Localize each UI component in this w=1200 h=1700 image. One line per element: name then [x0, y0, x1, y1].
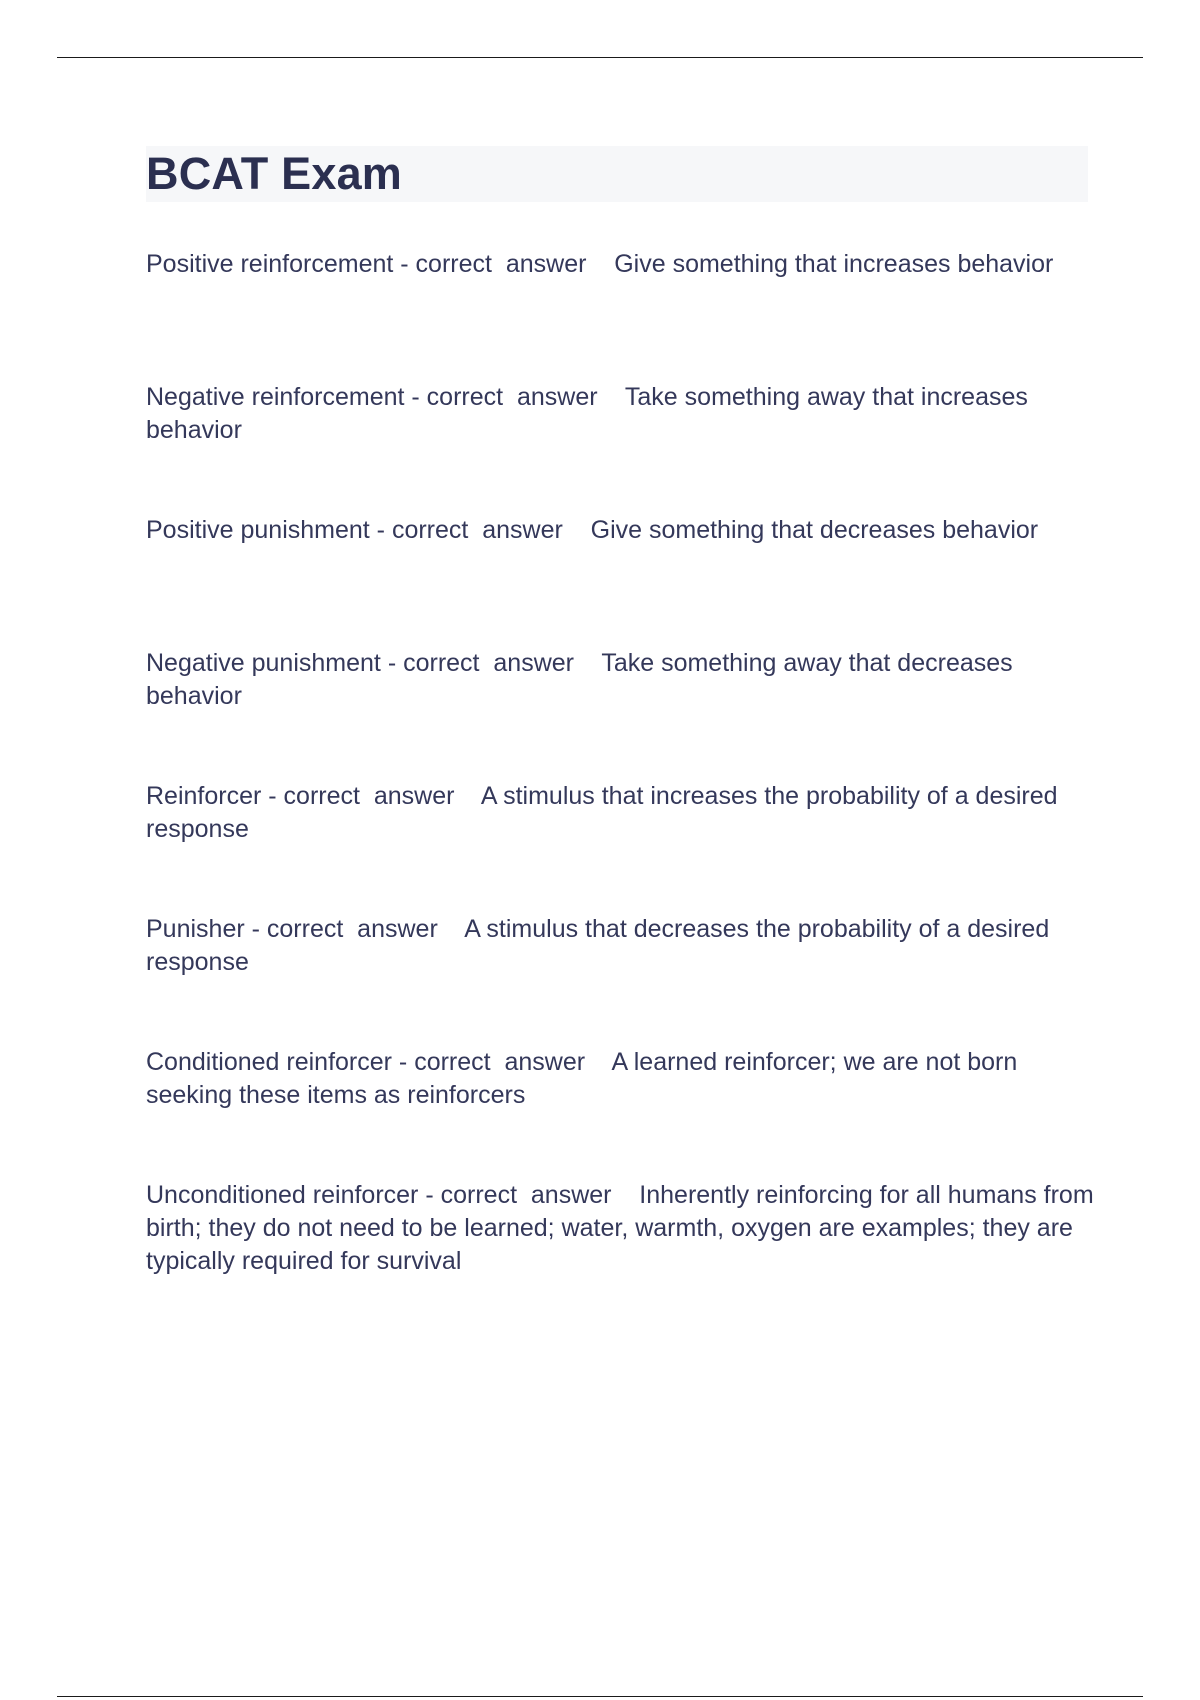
entry-term: Positive punishment: [146, 516, 370, 544]
entry-definition: Take something away that decreases behavior: [146, 649, 1013, 710]
flashcard-entry: [146, 647, 1096, 780]
entry-definition: Give something that increases behavior: [614, 250, 1054, 278]
entry-definition: A stimulus that increases the probability of a desired response: [146, 782, 1058, 843]
entry-term: Punisher: [146, 915, 245, 943]
entry-term: Reinforcer: [146, 782, 262, 810]
entry-term: Negative punishment: [146, 649, 381, 677]
entry-term: Unconditioned reinforcer: [146, 1181, 419, 1209]
entry-definition: Inherently reinforcing for all humans from birth; they do not need to be learned; water, warmth, oxygen are examples; they are typically required for survival: [146, 1181, 1094, 1275]
page-title: BCAT Exam: [146, 148, 403, 199]
entry-answer-label: - correct answer: [369, 516, 591, 544]
flashcard-entry: [146, 248, 1096, 381]
entry-answer-label: - correct answer: [244, 915, 465, 943]
entry-answer-label: - correct answer: [391, 1048, 612, 1076]
flashcard-entry: [146, 780, 1096, 913]
entry-term: Conditioned reinforcer: [146, 1048, 392, 1076]
entry-definition: A learned reinforcer; we are not born seeking these items as reinforcers: [146, 1048, 1018, 1109]
entry-answer-label: - correct answer: [393, 250, 615, 278]
entry-definition: A stimulus that decreases the probability of a desired response: [146, 915, 1050, 976]
entry-definition: Give something that decreases behavior: [590, 516, 1039, 544]
flashcard-entry: [146, 1046, 1096, 1179]
flashcard-entry: [146, 913, 1096, 1046]
flashcard-entry: [146, 514, 1096, 647]
entry-term: Negative reinforcement: [146, 383, 405, 411]
entry-answer-label: - correct answer: [404, 383, 625, 411]
top-rule: [57, 57, 1143, 58]
entry-answer-label: - correct answer: [261, 782, 481, 810]
entry-answer-label: - correct answer: [418, 1181, 640, 1209]
flashcard-entry: [146, 1179, 1096, 1312]
entry-answer-label: - correct answer: [380, 649, 602, 677]
bottom-rule: [57, 1696, 1143, 1697]
entry-term: Positive reinforcement: [146, 250, 394, 278]
flashcard-list: [146, 248, 1096, 1312]
entry-definition: Take something away that increases behavior: [146, 383, 1028, 444]
flashcard-entry: [146, 381, 1096, 514]
